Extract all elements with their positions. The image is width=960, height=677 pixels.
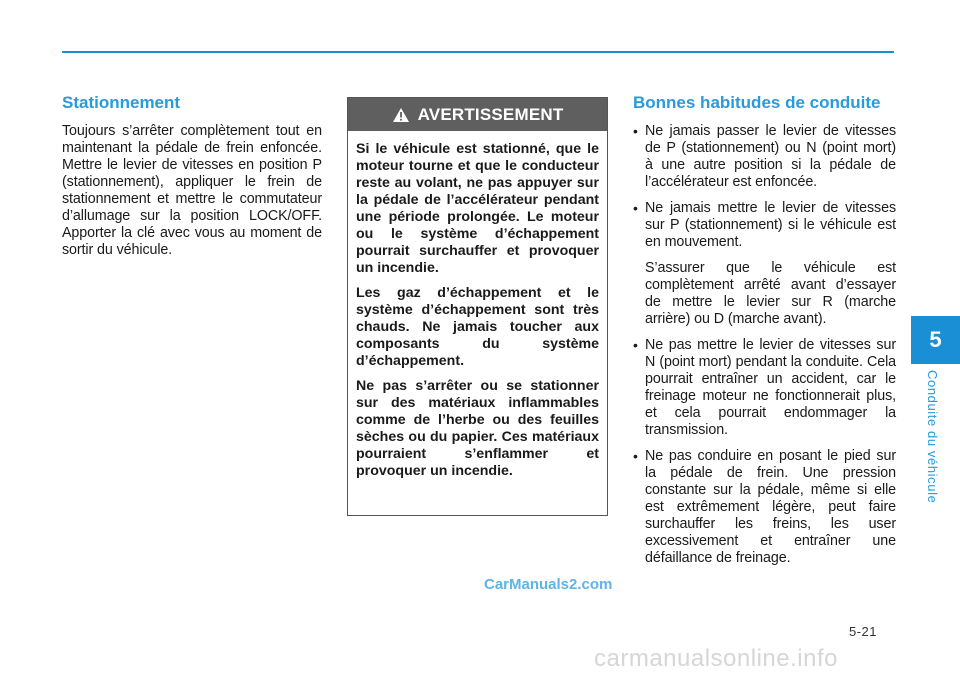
warning-triangle-icon: [392, 107, 410, 123]
driving-habits-list: [633, 123, 896, 567]
warning-body: [348, 131, 607, 480]
warning-box: [347, 97, 608, 516]
bullet-icon: •: [633, 200, 638, 216]
bullet-icon: •: [633, 337, 638, 353]
parking-text: Toujours s’arrêter complètement tout en maintenant la pédale de frein enfoncée. Mettre le levier de vitesses en position P (stationnement), appliquer le frein de stationnement et mettre le commutateur d’allumage sur la position LOCK/OFF. Apporter la clé avec vous au moment de sortir du véhicule.: [62, 123, 322, 258]
list-item-text: Ne jamais passer le levier de vitesses de P (stationnement) ou N (point mort) à une autre position si la pédale de l’accélérateur est enfoncée.: [645, 123, 896, 190]
watermark-carmanualsonline: carmanualsonline.info: [594, 645, 838, 672]
bullet-icon: •: [633, 448, 638, 464]
section-heading-parking: Stationnement: [62, 93, 181, 112]
warning-paragraph: Les gaz d’échappement et le système d’échappement sont très chauds. Ne jamais toucher aux composants du système d’échappement.: [356, 285, 599, 369]
parking-section: [62, 93, 322, 259]
warning-title: AVERTISSEMENT: [417, 104, 564, 124]
section-heading-driving-habits: Bonnes habitudes de conduite: [633, 93, 881, 112]
chapter-tab: 5: [911, 316, 960, 364]
warning-paragraph: Ne pas s’arrêter ou se stationner sur des matériaux inflammables comme de l’herbe ou des feuilles sèches ou du papier. Ces matériaux pourraient s’enflammer et provoquer un incendie.: [356, 378, 599, 479]
list-item: [633, 337, 896, 439]
watermark-carmanuals2: CarManuals2.com: [484, 576, 613, 593]
driving-habits-section: [633, 93, 896, 576]
list-item: [633, 448, 896, 567]
list-item-subtext: S’assurer que le véhicule est complètement arrêté avant d’essayer de mettre le levier sur R (marche arrière) ou D (marche avant).: [645, 260, 896, 327]
warning-paragraph: Si le véhicule est stationné, que le moteur tourne et que le conducteur reste au volant, ne pas appuyer sur la pédale de l’accélérateur pendant une période prolongée. Le moteur ou le système d’échappement pourrait surchauffer et provoquer un incendie.: [356, 141, 599, 276]
list-item: [633, 200, 896, 328]
warning-header: [348, 98, 607, 131]
list-item-text: Ne pas mettre le levier de vitesses sur N (point mort) pendant la conduite. Cela pourrait entraîner un accident, car le freinage moteur ne fonctionnerait plus, et cela pourrait endommager la transmission.: [645, 337, 896, 438]
list-item: [633, 123, 896, 191]
chapter-title: Conduite du véhicule: [925, 370, 940, 504]
page-number: 5-21: [849, 624, 878, 639]
list-item-text: Ne pas conduire en posant le pied sur la pédale de frein. Une pression constante sur la pédale, même si elle est extrêmement légère, peut faire surchauffer les freins, les user excessivement et entraîner une défaillance de freinage.: [645, 448, 896, 566]
list-item-text: Ne jamais mettre le levier de vitesses sur P (stationnement) si le véhicule est en mouvement.: [645, 200, 896, 250]
top-divider: [62, 51, 894, 53]
bullet-icon: •: [633, 123, 638, 139]
